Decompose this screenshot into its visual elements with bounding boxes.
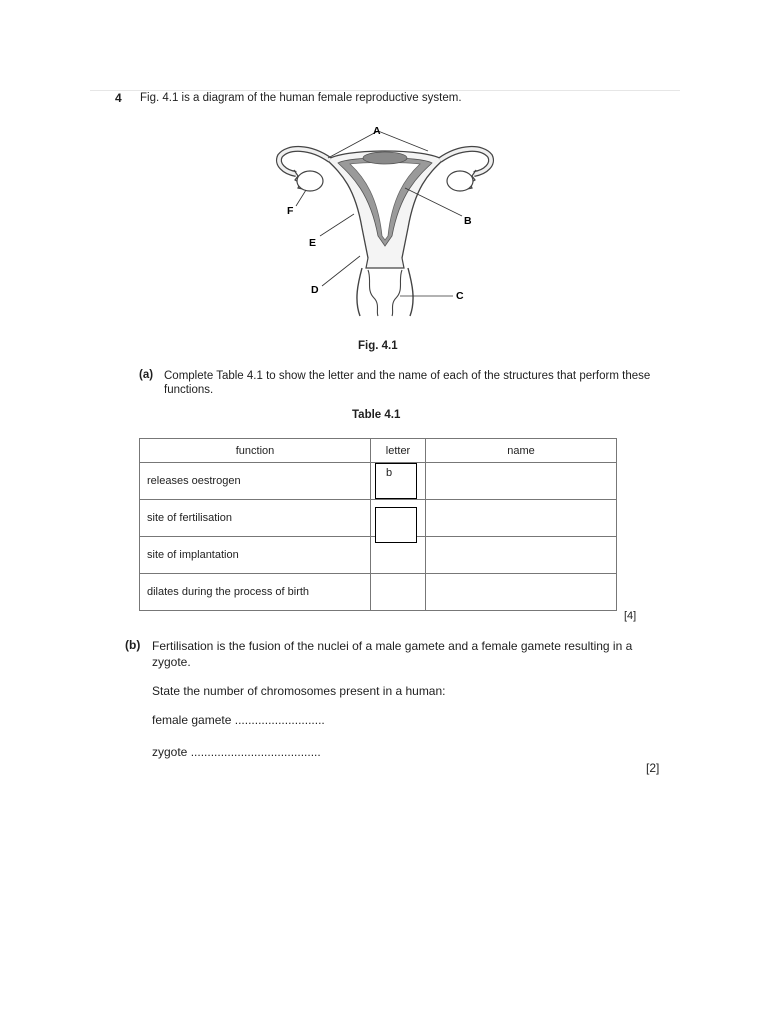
zygote-answer[interactable]: ....................................... <box>190 745 321 759</box>
female-gamete-label: female gamete <box>152 713 232 727</box>
question-number: 4 <box>115 91 122 105</box>
label-c: C <box>456 290 464 302</box>
name-cell[interactable] <box>426 574 617 611</box>
name-cell[interactable] <box>426 463 617 500</box>
header-function: function <box>140 439 371 463</box>
reproductive-system-diagram <box>250 118 520 328</box>
female-gamete-answer[interactable]: ........................... <box>234 713 325 727</box>
female-gamete-line <box>152 713 325 727</box>
cervix <box>366 258 404 268</box>
letter-value: b <box>386 467 393 479</box>
function-cell: releases oestrogen <box>140 463 371 500</box>
part-a-label: (a) <box>139 369 154 381</box>
label-a: A <box>373 125 381 137</box>
header-letter: letter <box>371 439 426 463</box>
part-b-text: Fertilisation is the fusion of the nuclei of a male gamete and a female gamete resulting in a zygote. <box>152 639 633 669</box>
header-name: name <box>426 439 617 463</box>
top-rule <box>90 90 680 91</box>
question-intro: Fig. 4.1 is a diagram of the human female reproductive system. <box>140 92 462 104</box>
letter-cell[interactable] <box>371 574 426 611</box>
vagina <box>357 268 413 316</box>
letter-input-oestrogen[interactable] <box>375 463 417 499</box>
letter-input-fertilisation[interactable] <box>375 507 417 543</box>
zygote-label: zygote <box>152 745 188 759</box>
table-caption: Table 4.1 <box>352 409 401 421</box>
name-cell[interactable] <box>426 500 617 537</box>
part-a-marks: [4] <box>624 610 637 622</box>
part-b-instruction: State the number of chromosomes present in a human: <box>152 684 446 698</box>
function-cell: site of fertilisation <box>140 500 371 537</box>
zygote-line <box>152 745 321 759</box>
part-b-label: (b) <box>125 638 141 652</box>
label-e: E <box>309 237 317 249</box>
figure-caption: Fig. 4.1 <box>358 340 398 352</box>
table-row <box>140 574 617 611</box>
fundus-patch <box>363 152 407 164</box>
right-ovary <box>447 171 473 191</box>
left-ovary <box>297 171 323 191</box>
name-cell[interactable] <box>426 537 617 574</box>
label-d: D <box>311 284 319 296</box>
function-cell: site of implantation <box>140 537 371 574</box>
label-b: B <box>464 215 472 227</box>
table-header-row <box>140 439 617 463</box>
part-a-text: Complete Table 4.1 to show the letter and the name of each of the structures that perform these functions. <box>164 370 651 396</box>
function-cell: dilates during the process of birth <box>140 574 371 611</box>
label-f: F <box>287 205 294 217</box>
part-b-marks: [2] <box>646 761 660 775</box>
